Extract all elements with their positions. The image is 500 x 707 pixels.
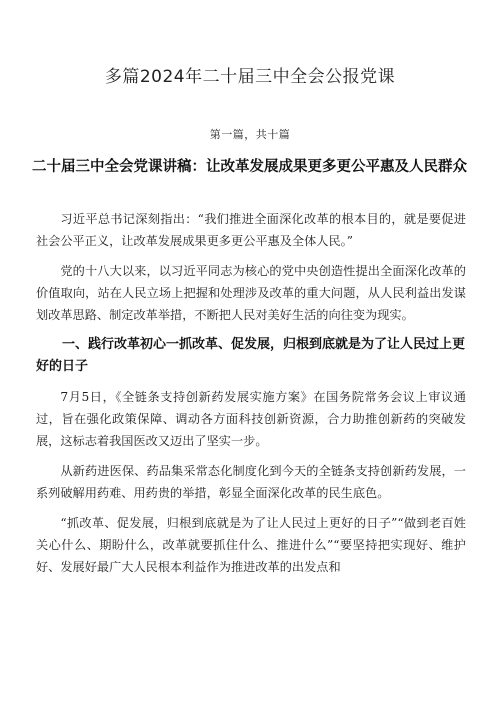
paragraph-3: 7月5日，《全链条支持创新药发展实施方案》在国务院常务会议上审议通过，旨在强化政策保障、调动各方面科技创新资源，合力助推创新药的突破发展，这标志着我国医改又迈出了坚实一步。 <box>36 390 466 448</box>
article-title <box>32 156 472 178</box>
section-heading-1: 一、践行改革初心一抓改革、促发展，归根到底就是为了让人民过上更好的日子 <box>36 337 466 374</box>
paragraph-2: 党的十八大以来，以习近平同志为核心的党中央创造性提出全面深化改革的价值取向，站在人民立场上把握和处理涉及改革的重大问题，从人民利益出发谋划改革思路、制定改革举措，不断把人民对美好生活的向往变为现实。 <box>36 264 466 322</box>
section-label: 第一篇，共十篇 <box>209 128 291 141</box>
paragraph-1: 习近平总书记深刻指出：“我们推进全面深化改革的根本目的，就是要促进社会公平正义，让改革发展成果更多更公平惠及全体人民。” <box>36 212 466 248</box>
paragraph-5: “抓改革、促发展，归根到底就是为了让人民过上更好的日子”“做到老百姓关心什么、期盼什么，改革就要抓住什么、推进什么”“要坚持把实现好、维护好、发展好最广大人民根本利益作为推进改革的出发点和 <box>36 516 466 574</box>
article-body <box>36 208 466 586</box>
paragraph-4: 从新药进医保、药品集采常态化制度化到今天的全链条支持创新药发展，一系列破解用药难、用药贵的举措，彰显全面深化改革的民生底色。 <box>36 464 466 500</box>
document-title: 多篇2024年二十届三中全会公报党课 <box>104 67 396 87</box>
article-title-text: 二十届三中全会党课讲稿：让改革发展成果更多更公平惠及人民群众 <box>32 159 467 175</box>
